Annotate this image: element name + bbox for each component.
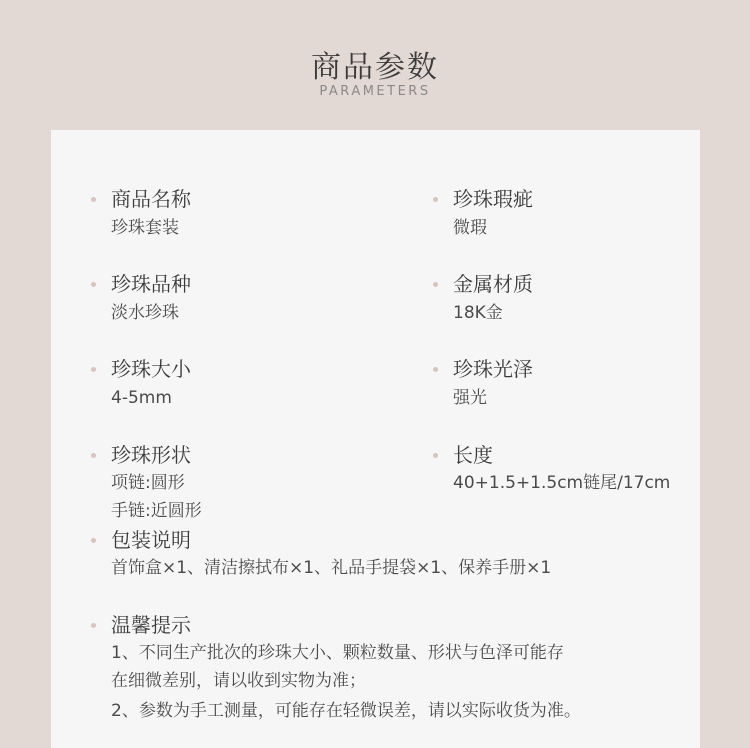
- bullet-dot: [91, 282, 96, 287]
- bullet-dot: [91, 538, 96, 543]
- param-value: 4-5mm: [111, 388, 172, 408]
- bullet-dot: [91, 197, 96, 202]
- param-label: 珍珠品种: [111, 272, 191, 296]
- param-value: 首饰盒×1、清洁擦拭布×1、礼品手提袋×1、保养手册×1: [111, 558, 552, 578]
- section-title: 商品参数: [311, 50, 439, 85]
- bullet-dot: [433, 367, 438, 372]
- param-label: 珍珠形状: [111, 443, 191, 467]
- param-value-necklace: 项链:圆形: [111, 473, 185, 493]
- section-header: [0, 0, 750, 130]
- param-value: 18K金: [453, 303, 503, 323]
- notice-line: 2、参数为手工测量，可能存在轻微误差，请以实际收货为准。: [111, 701, 581, 721]
- notice-line: 在细微差别，请以收到实物为准；: [111, 671, 366, 691]
- bullet-dot: [433, 282, 438, 287]
- param-value: 强光: [453, 388, 487, 408]
- param-value: 微瑕: [453, 218, 487, 238]
- bullet-dot: [433, 197, 438, 202]
- param-label: 长度: [453, 443, 493, 467]
- notice-line: 1、不同生产批次的珍珠大小、颗粒数量、形状与色泽可能存: [111, 643, 564, 663]
- parameters-panel: [51, 130, 700, 748]
- param-value: 珍珠套装: [111, 218, 179, 238]
- param-label: 珍珠瑕疵: [453, 187, 533, 211]
- section-subtitle: PARAMETERS: [319, 84, 431, 99]
- param-label: 珍珠光泽: [453, 357, 533, 381]
- bullet-dot: [91, 453, 96, 458]
- param-value-bracelet: 手链:近圆形: [111, 501, 202, 521]
- bullet-dot: [433, 453, 438, 458]
- param-value: 淡水珍珠: [111, 303, 179, 323]
- param-label: 金属材质: [453, 272, 533, 296]
- bullet-dot: [91, 367, 96, 372]
- param-value: 40+1.5+1.5cm链尾/17cm: [453, 473, 671, 493]
- param-label: 商品名称: [111, 187, 191, 211]
- param-label: 包装说明: [111, 528, 191, 552]
- param-label: 温馨提示: [111, 613, 191, 637]
- param-label: 珍珠大小: [111, 357, 191, 381]
- bullet-dot: [91, 623, 96, 628]
